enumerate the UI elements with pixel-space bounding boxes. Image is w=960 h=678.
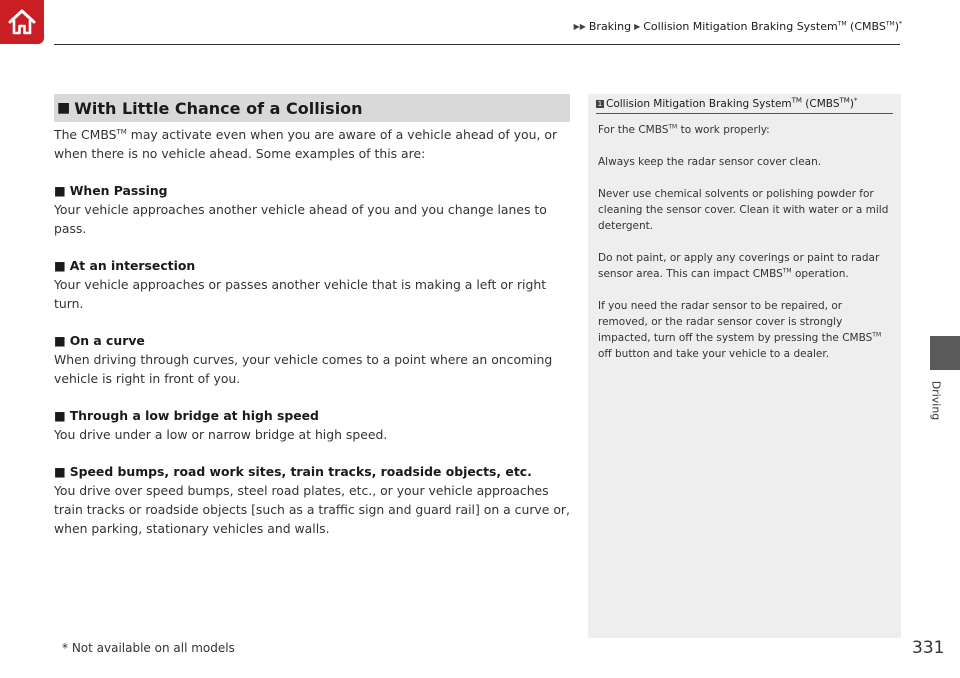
body-low-bridge: You drive under a low or narrow bridge at high speed. — [54, 427, 388, 442]
subheading-low-bridge: ■ Through a low bridge at high speed — [54, 408, 319, 423]
body-curve: When driving through curves, your vehicle comes to a point where an oncoming vehicle is right in front of you. — [54, 352, 553, 386]
intro-paragraph: The CMBS™ may activate even when you are aware of a vehicle ahead of you, or when there is no vehicle ahead. Some examples of this are: — [54, 127, 558, 161]
square-bullet-icon: ■ — [54, 333, 66, 348]
sidebar-title[interactable]: 1 Collision Mitigation Braking System™ (CMBS™)* — [596, 98, 893, 114]
subheading-curve: ■ On a curve — [54, 333, 145, 348]
main-content — [54, 94, 570, 538]
sidebar-paragraph: Never use chemical solvents or polishing powder for cleaning the sensor cover. Clean it with water or a mild detergent. — [598, 188, 889, 232]
chapter-tab[interactable] — [930, 336, 960, 370]
sidebar-body — [598, 122, 891, 362]
subheading-intersection: ■ At an intersection — [54, 258, 196, 273]
home-button[interactable] — [0, 0, 44, 44]
header-divider — [54, 44, 900, 45]
subheading-speed-bumps: ■ Speed bumps, road work sites, train tracks, roadside objects, etc. — [54, 464, 532, 479]
section-title: With Little Chance of a Collision — [74, 98, 363, 118]
section-heading — [54, 94, 570, 122]
sidebar-paragraph: Always keep the radar sensor cover clean. — [598, 156, 822, 168]
breadcrumb-item-braking[interactable]: Braking — [588, 20, 632, 33]
body-speed-bumps: You drive over speed bumps, steel road plates, etc., or your vehicle approaches train tracks or roadside objects [such as a traffic sign and guard rail] on a curve or, when parking, stationary vehicles and walls. — [54, 483, 570, 536]
page-number: 331 — [912, 638, 945, 658]
reference-icon: 1 — [597, 100, 603, 108]
home-icon — [6, 7, 38, 37]
square-bullet-icon: ■ — [54, 183, 66, 198]
sidebar-paragraph: If you need the radar sensor to be repaired, or removed, or the radar sensor cover is strongly impacted, turn off the system by pressing the CMBS™ off button and take your vehicle to a dealer. — [598, 300, 882, 360]
sidebar-paragraph: Do not paint, or apply any coverings or paint to radar sensor area. This can impact CMBS™ operation. — [598, 252, 880, 280]
breadcrumb-arrow-icon: ▶▶ — [573, 22, 586, 31]
body-passing: Your vehicle approaches another vehicle ahead of you and you change lanes to pass. — [54, 202, 547, 236]
body-intersection: Your vehicle approaches or passes another vehicle that is making a left or right turn. — [54, 277, 547, 311]
footnote: * Not available on all models — [62, 641, 235, 655]
sidebar-notes — [588, 94, 901, 638]
breadcrumb-item-cmbs[interactable]: Collision Mitigation Braking System™ (CMBS™)* — [643, 20, 902, 33]
sidebar-paragraph: For the CMBS™ to work properly: — [598, 123, 770, 136]
chapter-tab-label[interactable]: Driving — [929, 380, 943, 420]
square-bullet-icon: ■ — [54, 408, 66, 423]
breadcrumb-arrow-icon: ▶ — [634, 22, 641, 31]
breadcrumb — [574, 20, 902, 33]
square-bullet-icon: ■ — [54, 464, 66, 479]
square-bullet-icon: ■ — [57, 100, 71, 116]
square-bullet-icon: ■ — [54, 258, 66, 273]
subheading-passing: ■ When Passing — [54, 183, 168, 198]
